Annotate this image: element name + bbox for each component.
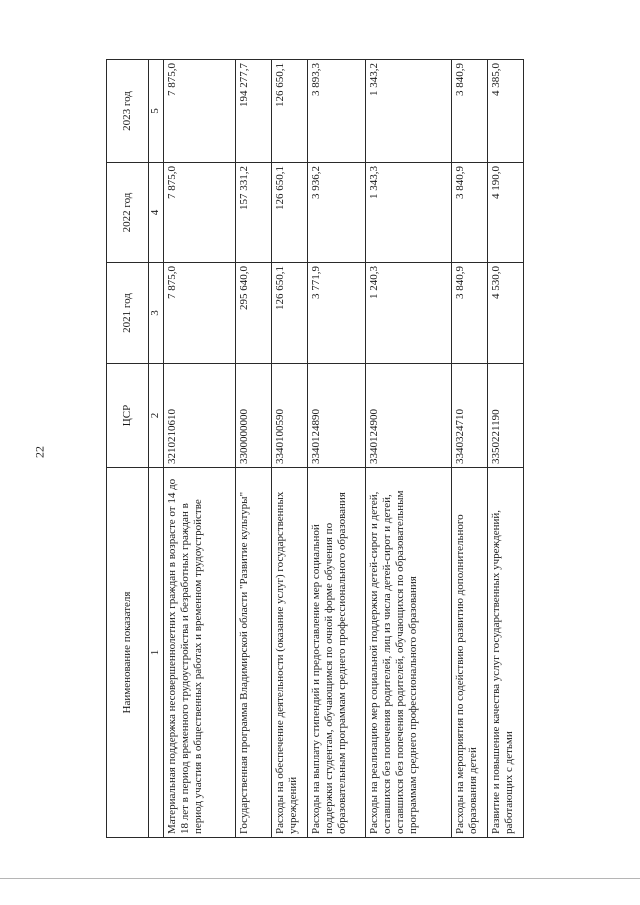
column-number-row [149,60,164,838]
budget-table [106,59,524,838]
table-row [164,60,236,838]
row-value-2023: 7 875,0 [164,60,236,163]
header-name: Наименование показателя [107,468,149,838]
row-value-2022: 4 190,0 [488,163,524,263]
row-value-2023: 3 840,9 [452,60,488,163]
row-name: Развитие и повышение качества услуг государственных учреждений, работающих с детьми [488,468,524,838]
row-name: Расходы на выплату стипендий и предоставление мер социальной поддержки студентам, обучающимся по очной форме обучения по образовательным программам среднего профессионального образования [308,468,366,838]
header-code: ЦСР [107,364,149,468]
row-code: 3300000000 [236,364,272,468]
row-value-2022: 157 331,2 [236,163,272,263]
header-2023: 2023 год [107,60,149,163]
scan-edge-line [0,878,640,879]
header-row [107,60,149,838]
row-name: Расходы на реализацию мер социальной поддержки детей-сирот и детей, оставшихся без попечения родителей, лиц из числа детей-сирот и детей, оставшихся без попечения родителей, обучающихся по образовательным программам среднего профессионального образования [366,468,452,838]
table-row [488,60,524,838]
row-value-2021: 3 840,9 [452,263,488,364]
header-2021: 2021 год [107,263,149,364]
budget-table-rotated [106,60,515,838]
row-name: Расходы на обеспечение деятельности (оказание услуг) государственных учреждений [272,468,308,838]
row-value-2023: 4 385,0 [488,60,524,163]
row-value-2022: 7 875,0 [164,163,236,263]
row-value-2021: 295 640,0 [236,263,272,364]
row-value-2023: 3 893,3 [308,60,366,163]
row-name: Расходы на мероприятия по содействию развитию дополнительного образования детей [452,468,488,838]
row-value-2021: 1 240,3 [366,263,452,364]
table-row [452,60,488,838]
row-name: Государственная программа Владимирской области "Развитие культуры" [236,468,272,838]
header-2022: 2022 год [107,163,149,263]
row-code: 3340124890 [308,364,366,468]
row-value-2023: 126 650,1 [272,60,308,163]
table-row [272,60,308,838]
row-value-2022: 3 936,2 [308,163,366,263]
row-value-2022: 3 840,9 [452,163,488,263]
row-code: 3340324710 [452,364,488,468]
row-code: 3340124900 [366,364,452,468]
column-number: 4 [149,163,164,263]
row-value-2022: 1 343,3 [366,163,452,263]
page-number: 22 [32,446,47,458]
row-value-2021: 7 875,0 [164,263,236,364]
column-number: 2 [149,364,164,468]
row-value-2023: 194 277,7 [236,60,272,163]
row-value-2021: 3 771,9 [308,263,366,364]
table-row [236,60,272,838]
table-row [308,60,366,838]
row-code: 3350221190 [488,364,524,468]
row-value-2021: 4 530,0 [488,263,524,364]
column-number: 1 [149,468,164,838]
row-code: 3210210610 [164,364,236,468]
column-number: 5 [149,60,164,163]
table-row [366,60,452,838]
row-value-2021: 126 650,1 [272,263,308,364]
row-code: 3340100590 [272,364,308,468]
column-number: 3 [149,263,164,364]
row-value-2023: 1 343,2 [366,60,452,163]
row-name: Материальная поддержка несовершеннолетних граждан в возрасте от 14 до 18 лет в период временного трудоустройства и безработных граждан в период участия в общественных работах и временном трудоустройстве [164,468,236,838]
row-value-2022: 126 650,1 [272,163,308,263]
